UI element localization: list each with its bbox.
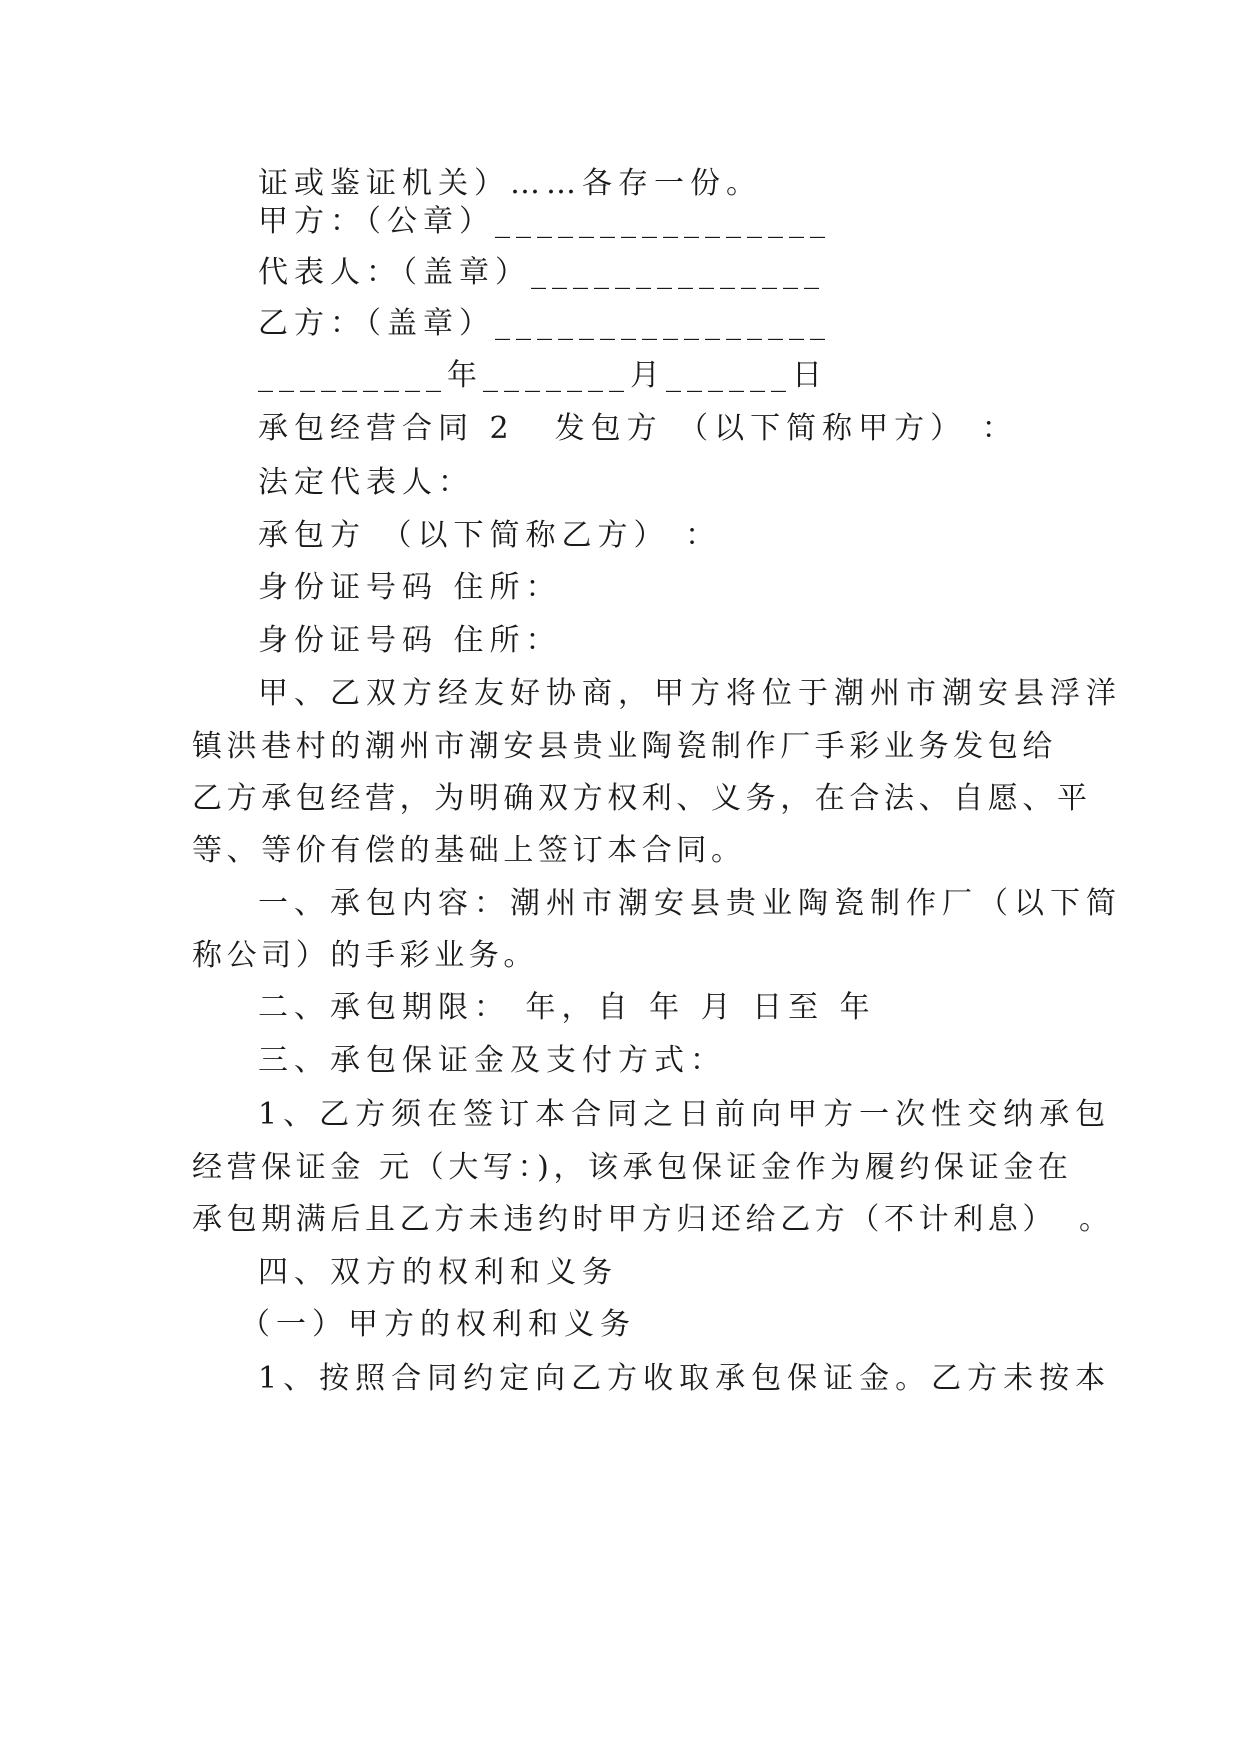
party-b-seal-line: 乙方：（盖章）________________ <box>258 306 831 341</box>
clause-3-item-1-text: 承包期满后且乙方未违约时甲方归还给乙方（不计利息） <box>192 1202 1057 1237</box>
legal-representative-line: 法定代表人： <box>258 465 474 500</box>
clause-4-item-1-line: 1、按照合同约定向乙方收取承包保证金。乙方未按本 <box>258 1361 1112 1396</box>
party-a-seal-line: 甲方：（公章）________________ <box>258 204 831 239</box>
contract-title-line <box>258 407 1018 451</box>
clause-3-item-1-line-2: 经营保证金 元（大写：)，该承包保证金作为履约保证金在 <box>192 1150 1073 1185</box>
clause-4-subheading: （一）甲方的权利和义务 <box>240 1307 636 1342</box>
date-line: _________年_______月______日 <box>258 358 828 393</box>
paragraph-intro-line-2: 镇洪巷村的潮州市潮安县贵业陶瓷制作厂手彩业务发包给 <box>192 729 1057 764</box>
clause-4-heading: 四、双方的权利和义务 <box>258 1255 618 1290</box>
clause-2-line: 二、承包期限： 年，自 年 月 日至 年 <box>258 990 876 1025</box>
contractor-line: 承包方 （以下简称乙方） ： <box>258 518 722 553</box>
id-address-line-1: 身份证号码 住所： <box>258 570 562 605</box>
employer-label: 发包方 （以下简称甲方） ： <box>554 411 1018 446</box>
clause-3-item-1-line-1: 1、乙方须在签订本合同之日前向甲方一次性交纳承包 <box>258 1097 1112 1132</box>
paragraph-intro-line-1: 甲、乙双方经友好协商，甲方将位于潮州市潮安县浮洋 <box>258 676 1122 711</box>
paragraph-intro-line-4: 等、等价有偿的基础上签订本合同。 <box>192 833 746 868</box>
clause-3-item-1-period: 。 <box>1079 1202 1114 1237</box>
clause-1-line-1: 一、承包内容：潮州市潮安县贵业陶瓷制作厂（以下简 <box>258 886 1122 921</box>
clause-1-line-2: 称公司）的手彩业务。 <box>192 938 538 973</box>
contract-title: 承包经营合同 2 <box>258 411 515 446</box>
representative-seal-line: 代表人：（盖章）______________ <box>258 255 825 290</box>
text-line-storage-note: 证或鉴证机关）……各存一份。 <box>258 166 762 201</box>
id-address-line-2: 身份证号码 住所： <box>258 623 562 658</box>
clause-3-heading: 三、承包保证金及支付方式： <box>258 1043 726 1078</box>
clause-3-item-1-line-3 <box>192 1198 1114 1242</box>
paragraph-intro-line-3: 乙方承包经营，为明确双方权利、义务，在合法、自愿、平 <box>192 781 1092 816</box>
